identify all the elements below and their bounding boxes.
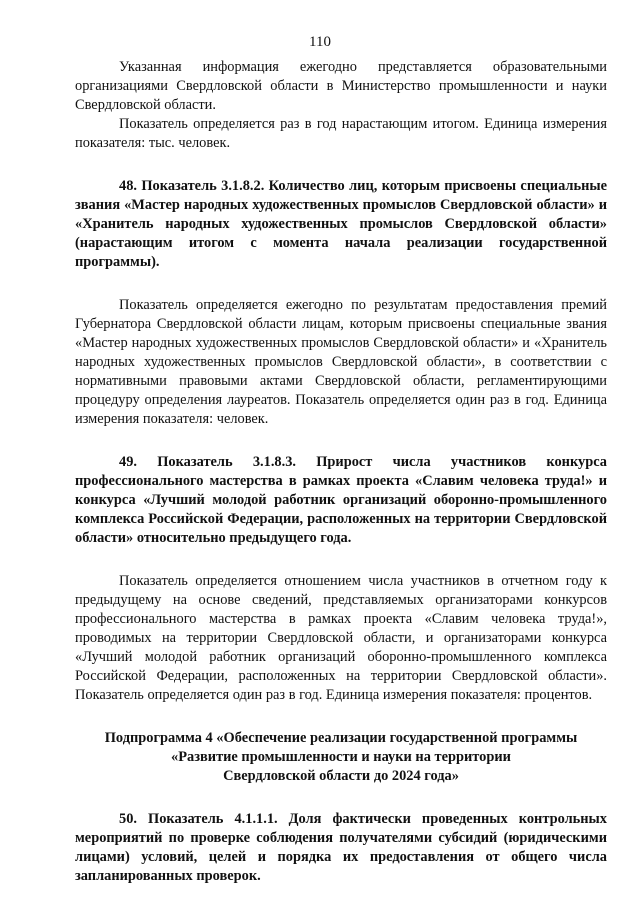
indicator-48-heading: 48. Показатель 3.1.8.2. Количество лиц, которым присвоены специальные звания «Мастер народных художественных промыслов Свердловской области» и «Хранитель народных художественных промыслов Свердловской области» (нарастающим итогом с момента начала реализации государственной программы). [75, 178, 607, 270]
subprogram-heading-line-2: «Развитие промышленности и науки на территории [171, 749, 511, 765]
indicator-50-heading: 50. Показатель 4.1.1.1. Доля фактически проведенных контрольных мероприятий по проверке соблюдения получателями субсидий (юридическими лицами) условий, целей и порядка их предоставления от общего числа запланированных проверок. [75, 811, 607, 884]
indicator-49-description: Показатель определяется отношением числа участников в отчетном году к предыдущему на основе сведений, представляемых организаторами конкурсов профессионального мастерства в рамках проекта «Славим человека труда!», проводимых на территории Свердловской области, и организаторами конкурса «Лучший молодой работник организаций оборонно-промышленного комплекса Российской Федерации, расположенных на территории Свердловской области». Показатель определяется один раз в год. Единица измерения показателя: процентов. [75, 573, 607, 703]
subprogram-heading-line-1: Подпрограмма 4 «Обеспечение реализации государственной программы [104, 730, 578, 746]
indicator-48-description: Показатель определяется ежегодно по результатам предоставления премий Губернатора Свердловской области лицам, которым присвоены специальные звания «Мастер народных художественных промыслов Свердловской области» и «Хранитель народных художественных промыслов Свердловской области», в соответствии с нормативными правовыми актами Свердловской области, регламентирующими процедуру определения лауреатов. Показатель определяется один раз в год. Единица измерения показателя: человек. [75, 297, 607, 427]
paragraph-frequency-thousand-people: Показатель определяется раз в год нарастающим итогом. Единица измерения показателя: тыс. человек. [75, 116, 607, 151]
paragraph-info-source: Указанная информация ежегодно представляется образовательными организациями Свердловской области в Министерство промышленности и науки Свердловской области. [75, 59, 607, 113]
subprogram-4-heading [75, 729, 607, 786]
indicator-49-heading: 49. Показатель 3.1.8.3. Прирост числа участников конкурса профессионального мастерства в рамках проекта «Славим человека труда!» и конкурса «Лучший молодой работник организаций оборонно-промышленного комплекса Российской Федерации, расположенных на территории Свердловской области» относительно предыдущего года. [75, 454, 607, 546]
subprogram-heading-line-3: Свердловской области до 2024 года» [223, 768, 459, 784]
document-body [75, 58, 607, 886]
page-number: 110 [309, 34, 331, 50]
